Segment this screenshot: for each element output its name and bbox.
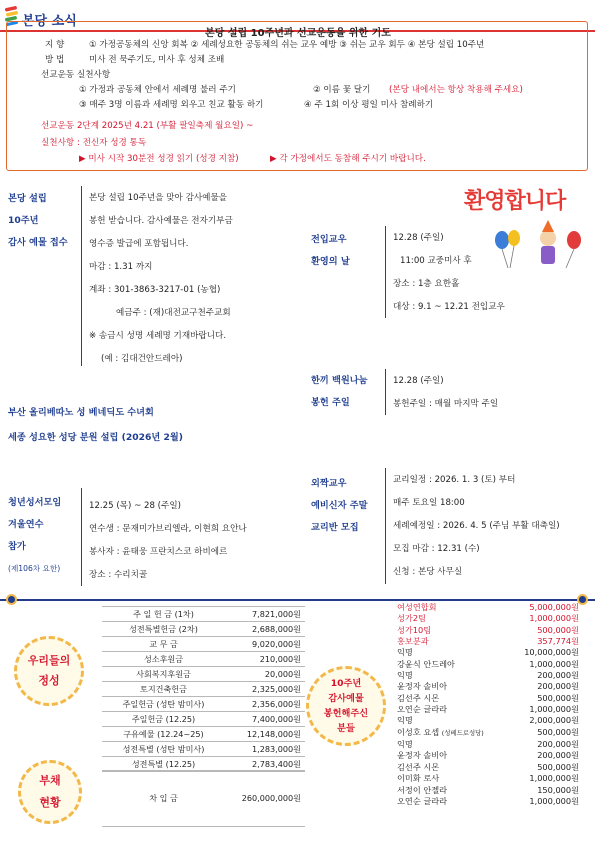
donations-badge-4: 분들 (337, 723, 355, 734)
donor-amount: 2,000,000원 (529, 715, 579, 726)
list-item (397, 750, 579, 761)
youth-line: 연수생 : 문재미가브리엘라, 이현희 요안나 (89, 524, 247, 534)
rice-vline (385, 369, 386, 415)
catechumen-line: 세례예정일 : 2026. 4. 5 (주님 부활 대축일) (393, 521, 560, 531)
finance-label: 토지건축헌금 (102, 682, 225, 697)
catechumen-vline (385, 468, 386, 584)
finance-amount: 12,148,000원 (225, 727, 305, 742)
list-item (397, 693, 579, 704)
debt-badge-1: 부채 (39, 774, 61, 787)
list-item (397, 636, 579, 647)
prayer-title: 본당 설립 10주년과 선교운동을 위한 기도 (205, 28, 391, 39)
catechumen-line: 신청 : 본당 사무실 (393, 567, 463, 577)
finance-label: 구유예물 (12.24~25) (102, 727, 225, 742)
donor-name: 여성연합회 (397, 602, 437, 612)
method-text: 미사 전 묵주기도, 미사 후 성체 조배 (89, 55, 225, 65)
donations-badge-3: 봉헌해주신 (323, 708, 369, 719)
donor-amount: 5,000,000원 (529, 602, 579, 612)
welcome-title (311, 229, 350, 273)
finance-amount: 2,325,000원 (225, 682, 305, 697)
donor-amount: 357,774원 (537, 636, 579, 647)
notice-2: 세종 성요한 성당 분원 설립 (2026년 2월) (8, 432, 183, 443)
welcome-body (393, 227, 505, 319)
anniv-line: ※ 송금시 성명 세례명 기재바랍니다. (89, 331, 227, 341)
finance-divider (0, 599, 595, 601)
donor-amount: 1,000,000원 (529, 704, 579, 715)
welcome-line: 대상 : 9.1 ~ 12.21 전입교우 (393, 302, 505, 312)
donor-name: 강윤식 안드레아 (397, 658, 455, 669)
catechumen-line: 교리일정 : 2026. 1. 3 (토) 부터 (393, 475, 516, 485)
donations-badge (306, 666, 386, 746)
donor-amount: 1,000,000원 (529, 795, 579, 806)
donor-amount: 150,000원 (537, 784, 579, 795)
catechumen-body (393, 469, 560, 584)
list-item (397, 681, 579, 692)
finance-amount: 7,400,000원 (225, 712, 305, 727)
donor-name-cell (397, 647, 487, 658)
youth-line: 12.25 (목) ~ 28 (주일) (89, 501, 181, 511)
intent-label: 지 향 (45, 40, 65, 50)
table-row (102, 607, 305, 622)
list-item (397, 715, 579, 726)
note-1: ▶ 미사 시작 30분전 성경 읽기 (성경 지참) (79, 154, 239, 164)
donor-name-cell (397, 670, 487, 681)
donor-name: 김선주 시몬 (397, 692, 440, 703)
anniv-line: 예금주 : (재)대전교구천주교회 (116, 308, 231, 318)
donor-amount: 200,000원 (537, 670, 579, 681)
welcome-line: 장소 : 1층 요한홀 (393, 279, 460, 289)
practice-2-note: (본당 내에서는 항상 착용해 주세요) (389, 85, 523, 95)
anniv-vline (81, 186, 82, 366)
donor-name-cell (397, 659, 487, 670)
table-row (102, 712, 305, 727)
debt-badge-2: 현황 (39, 796, 61, 809)
finance-amount: 2,688,000원 (225, 622, 305, 637)
finance-badge-1: 우리들의 (27, 654, 71, 667)
donor-name-cell (397, 625, 487, 636)
catechumen-title (311, 473, 367, 539)
anniv-line: 봉헌 받습니다. 감사예물은 전자기부금 (89, 216, 233, 226)
debt-table (102, 770, 305, 827)
finance-amount: 210,000원 (225, 652, 305, 667)
welcome-banner-text: 환영합니다 (464, 189, 566, 214)
table-row (102, 652, 305, 667)
donor-note: (성베드로성당) (441, 728, 484, 737)
finance-label: 성전특별 (12.25) (102, 757, 225, 772)
rice-line: 봉헌주일 : 매월 마지막 주일 (393, 399, 499, 409)
welcome-title-1: 전입교우 (311, 234, 347, 245)
practice-1: ① 가정과 공동체 안에서 세례명 불러 주기 (79, 85, 236, 95)
finance-amount: 1,283,000원 (225, 742, 305, 757)
donor-name: 이미화 로사 (397, 773, 440, 784)
table-row (102, 637, 305, 652)
finance-label: 주 일 헌 금 (1차) (102, 607, 225, 622)
anniv-line: 마감 : 1.31 까지 (89, 262, 153, 272)
donor-amount: 500,000원 (537, 761, 579, 772)
list-item (397, 602, 579, 613)
donor-name: 윤정자 솔비아 (397, 750, 448, 761)
youth-title-2: 겨울연수 (8, 519, 44, 530)
donor-name-cell (397, 727, 487, 739)
donor-name-cell (397, 762, 487, 773)
table-row (102, 771, 305, 827)
table-row (102, 697, 305, 712)
finance-table (102, 606, 305, 772)
practice-4: ④ 주 1회 이상 평일 미사 참례하기 (304, 100, 434, 110)
finance-label: 교 무 금 (102, 637, 225, 652)
anniv-line: (예 : 김대건안드레아) (101, 354, 183, 364)
catechumen-line: 모집 마감 : 12.31 (수) (393, 544, 480, 554)
donor-name-cell (397, 739, 487, 750)
donor-amount: 200,000원 (537, 750, 579, 761)
finance-amount: 7,821,000원 (225, 607, 305, 622)
finance-label: 성전특별 (성탄 밤미사) (102, 742, 225, 757)
youth-vline (81, 488, 82, 586)
practice-3: ③ 매주 3명 이름과 세례명 외우고 친교 활동 하기 (79, 100, 264, 110)
welcome-banner (464, 184, 565, 215)
list-item (397, 704, 579, 715)
donor-amount: 1,000,000원 (529, 613, 579, 624)
finance-label: 성소후원금 (102, 652, 225, 667)
donor-name: 성가10팀 (397, 624, 432, 635)
finance-amount: 20,000원 (225, 667, 305, 682)
intent-text: ① 가정공동체의 신앙 회복 ② 세례성요한 공동체의 쉬는 교우 예방 ③ 쉬는 교우 회두 ④ 본당 설립 10주년 (89, 40, 485, 50)
table-row (102, 622, 305, 637)
youth-line: 봉사자 : 윤태웅 프란치스코 하비에르 (89, 547, 228, 557)
anniv-line: 본당 설립 10주년을 맞아 감사예물을 (89, 193, 228, 203)
table-row (102, 727, 305, 742)
donor-amount: 500,000원 (537, 692, 579, 703)
prayer-box (6, 21, 588, 171)
donor-name-cell (397, 704, 487, 715)
donor-amount: 200,000원 (537, 681, 579, 692)
list-item (397, 625, 579, 636)
donor-name: 성가2팀 (397, 613, 426, 624)
list-item (397, 773, 579, 784)
list-item (397, 785, 579, 796)
list-item (397, 647, 579, 658)
welcome-vline (385, 226, 386, 318)
finance-label: 주일헌금 (12.25) (102, 712, 225, 727)
donor-name: 오연순 글라라 (397, 795, 448, 806)
welcome-line: 11:00 교중미사 후 (400, 256, 472, 266)
list-item (397, 670, 579, 681)
rice-body (393, 370, 498, 416)
anniv-title-3: 감사 예물 접수 (8, 237, 68, 248)
donor-name: 김선주 시몬 (397, 761, 440, 772)
donor-name-cell (397, 693, 487, 704)
debt-label: 차 입 금 (102, 771, 225, 827)
youth-line: 장소 : 수리치골 (89, 570, 148, 580)
list-item (397, 659, 579, 670)
finance-badge (14, 636, 84, 706)
youth-title (8, 492, 61, 580)
anniv-title-2: 10주년 (8, 215, 39, 226)
finance-amount: 2,356,000원 (225, 697, 305, 712)
welcome-title-2: 환영의 날 (311, 256, 350, 267)
donations-table (397, 602, 579, 807)
donor-name: 익명 (397, 715, 413, 726)
anniv-line: 영수증 발급에 포함됩니다. (89, 239, 189, 249)
anniv-gift-title (8, 188, 68, 254)
donor-amount: 200,000원 (537, 739, 579, 750)
debt-badge (18, 760, 82, 824)
donor-name-cell (397, 602, 487, 613)
welcome-line: 12.28 (주일) (393, 233, 444, 243)
practice-2: ② 이름 꽃 달기 (313, 85, 371, 95)
donor-name: 서정이 안젤라 (397, 784, 448, 795)
page-title: 본당 소식 (22, 14, 77, 29)
finance-amount: 9,020,000원 (225, 637, 305, 652)
youth-title-3: 참가 (8, 541, 26, 552)
youth-title-4: (제106차 요한) (8, 564, 61, 573)
donor-name: 오연순 글라라 (397, 704, 448, 715)
list-item (397, 613, 579, 624)
donor-name: 익명 (397, 647, 413, 658)
finance-label: 성전특별헌금 (2차) (102, 622, 225, 637)
list-item (397, 739, 579, 750)
donor-name-cell (397, 681, 487, 692)
notice-1: 부산 올리베따노 성 베네딕도 수녀회 (8, 407, 154, 418)
catechumen-title-1: 외짝교우 (311, 478, 347, 489)
donor-name: 익명 (397, 670, 413, 681)
donor-amount: 10,000,000원 (524, 647, 579, 658)
donor-name-cell (397, 773, 487, 784)
table-row (102, 667, 305, 682)
anniv-title-1: 본당 설립 (8, 193, 47, 204)
donations-badge-1: 10주년 (330, 678, 362, 689)
donor-name: 이성호 요셉 (397, 726, 440, 737)
donor-amount: 500,000원 (537, 727, 579, 738)
list-item (397, 762, 579, 773)
pin-left-icon (6, 594, 17, 605)
donor-amount: 1,000,000원 (529, 773, 579, 784)
practice-title: 선교운동 실천사항 (41, 70, 111, 80)
rice-title-2: 봉헌 주일 (311, 397, 350, 408)
donor-name-cell (397, 715, 487, 726)
list-item (397, 796, 579, 807)
anniv-line: 계좌 : 301-3863-3217-01 (농협) (89, 285, 221, 295)
rice-line: 12.28 (주일) (393, 376, 444, 386)
youth-body (89, 495, 247, 587)
youth-title-1: 청년성서모임 (8, 497, 62, 508)
donor-amount: 500,000원 (537, 624, 579, 635)
rice-title-1: 한끼 백원나눔 (311, 375, 368, 386)
donor-name-cell (397, 750, 487, 761)
phase2-text: 선교운동 2단계 2025년 4.21 (부활 팔일축제 월요일) ~ (41, 121, 254, 131)
donations-badge-2: 감사예물 (328, 693, 364, 704)
note-2: ▶ 각 가정에서도 동참해 주시기 바랍니다. (270, 154, 426, 164)
donor-name: 익명 (397, 739, 413, 750)
action-text: 실천사항 : 전신자 성경 통독 (41, 138, 147, 148)
rice-title (311, 370, 367, 414)
method-label: 방 법 (45, 55, 65, 65)
donor-name: 윤정자 솔비아 (397, 681, 448, 692)
anniv-gift-body (89, 187, 309, 371)
donor-amount: 1,000,000원 (529, 658, 579, 669)
donor-name-cell (397, 796, 487, 807)
donor-name-cell (397, 636, 487, 647)
list-item (397, 727, 579, 739)
debt-amount: 260,000,000원 (225, 771, 305, 827)
donor-name-cell (397, 613, 487, 624)
finance-label: 주일헌금 (성탄 밤미사) (102, 697, 225, 712)
catechumen-title-2: 예비신자 주말 (311, 500, 368, 511)
donor-name: 홍보분과 (397, 636, 429, 647)
finance-badge-2: 정성 (38, 674, 60, 687)
catechumen-title-3: 교리반 모집 (311, 522, 359, 533)
table-row (102, 742, 305, 757)
table-row (102, 682, 305, 697)
donor-name-cell (397, 785, 487, 796)
finance-amount: 2,783,400원 (225, 757, 305, 772)
catechumen-line: 매주 토요일 18:00 (393, 498, 465, 508)
finance-label: 사회복지후원금 (102, 667, 225, 682)
